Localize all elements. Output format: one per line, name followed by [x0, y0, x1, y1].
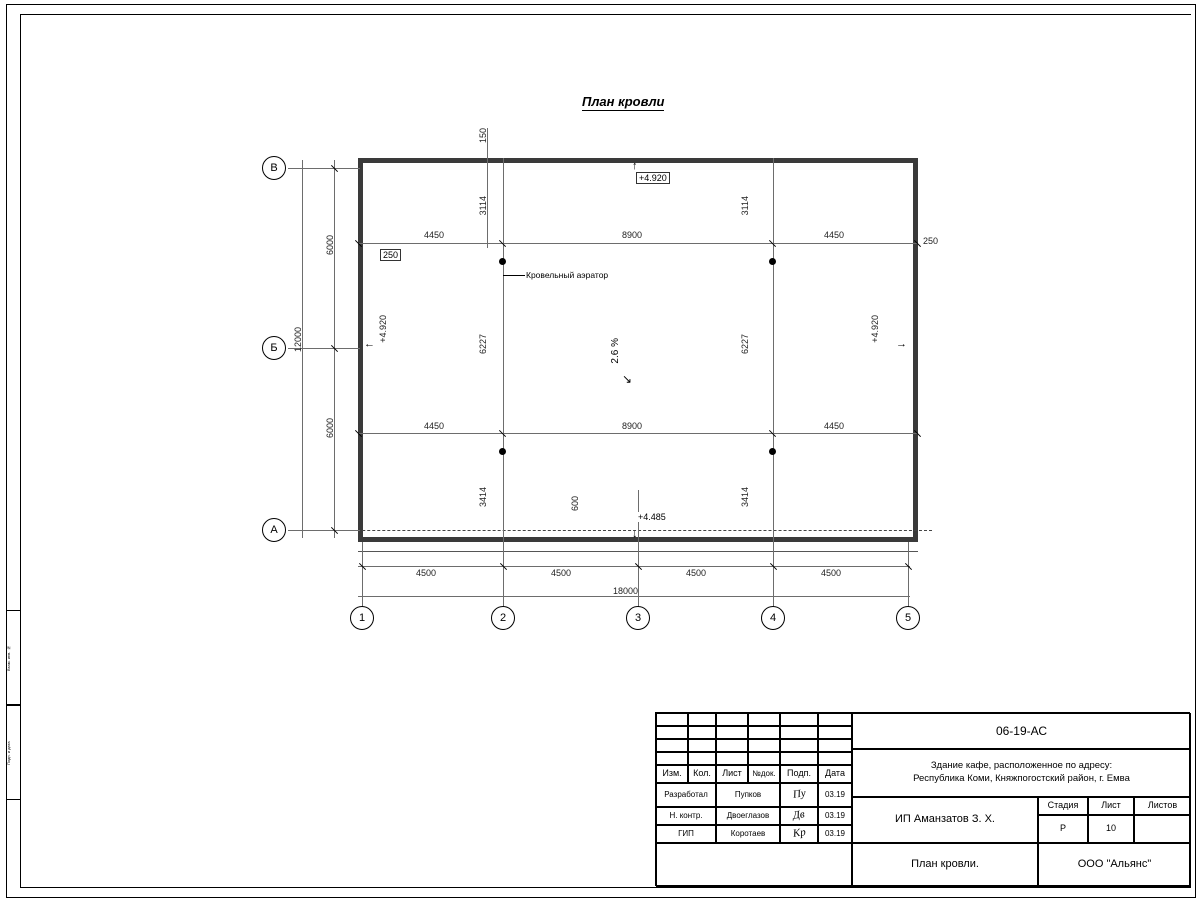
stamp-blank-r1c5 [780, 713, 818, 726]
left-strip-label-upper: Взам. инв. № [6, 645, 11, 671]
elevation-mark-bottom: +4.485 [638, 512, 666, 522]
stamp-blank-r4c5 [780, 752, 818, 765]
stamp-company: ООО "Альянс" [1038, 843, 1191, 887]
dim-bottom-8900: 8900 [622, 421, 643, 431]
stamp-object-description [852, 749, 1191, 797]
dim-3414-right: 3414 [740, 487, 750, 508]
bottom-total-dim-line [358, 596, 910, 597]
aerator-marker-4 [769, 448, 776, 455]
dim-3414-left: 3414 [478, 487, 488, 508]
stamp-document-code: 06-19-АС [852, 713, 1191, 749]
roof-wall-right [913, 158, 918, 542]
dim-bottom-total-18000: 18000 [613, 586, 639, 596]
stamp-blank-r3c4 [748, 739, 780, 752]
stamp-sheet-name: План кровли. [852, 843, 1038, 887]
slope-arrow-icon: ↘ [622, 372, 633, 386]
stamp-blank-r4c2 [688, 752, 716, 765]
dim-bottom-4500-1: 4500 [416, 568, 437, 578]
stamp-blank-r3c2 [688, 739, 716, 752]
dim-150: 150 [478, 128, 488, 144]
axis-bubble-a: А [262, 518, 286, 542]
page-title: План кровли [582, 94, 665, 109]
dim-top-4450-left: 4450 [424, 230, 445, 240]
stamp-blank-r4c6 [818, 752, 852, 765]
axis-bubble-3: 3 [626, 606, 650, 630]
dim-3114-left: 3114 [478, 196, 488, 216]
axis-bubble-1: 1 [350, 606, 374, 630]
axis-bubble-4: 4 [761, 606, 785, 630]
dim-6227-right: 6227 [740, 334, 750, 355]
elevation-arrow-bottom-icon: ↓ [632, 528, 638, 540]
stamp-blank-r4c1 [656, 752, 688, 765]
stamp-blank-r3c5 [780, 739, 818, 752]
elevation-arrow-left-icon: ← [364, 338, 375, 350]
axis-line-4 [773, 542, 774, 610]
stamp-signature-2 [780, 807, 818, 825]
stamp-blank-r2c3 [716, 726, 748, 739]
axis-line-5 [908, 542, 909, 610]
stamp-date-1: 03.19 [818, 783, 852, 807]
axis-line-v [288, 168, 360, 169]
roof-dim-line-150 [487, 128, 488, 248]
axis-a-dashed-line [292, 530, 932, 531]
dim-bottom-4500-3: 4500 [686, 568, 707, 578]
elevation-arrow-top-icon: ↑ [632, 160, 638, 172]
dim-top-250: 250 [923, 236, 939, 246]
aerator-marker-2 [769, 258, 776, 265]
axis-bubble-2: 2 [491, 606, 515, 630]
stamp-blank-r3c6 [818, 739, 852, 752]
elevation-arrow-right-icon: → [896, 338, 907, 350]
elevation-mark-right: +4.920 [870, 315, 880, 343]
roof-grid-line-col4 [773, 158, 774, 542]
roof-outline [358, 158, 918, 542]
dim-600: 600 [570, 496, 580, 512]
dim-top-8900: 8900 [622, 230, 643, 240]
stamp-signature-3 [780, 825, 818, 843]
title-block [655, 712, 1190, 886]
stamp-sheets-value [1134, 815, 1191, 843]
stamp-role-3: ГИП [656, 825, 716, 843]
stamp-signature-1 [780, 783, 818, 807]
aerator-marker-3 [499, 448, 506, 455]
left-strip-label-lower: Подп. и дата [6, 741, 11, 765]
stamp-sheet-header: Лист [1088, 797, 1134, 815]
roof-slope-label: 2.6 % [610, 338, 621, 364]
stamp-header-podp: Подп. [780, 765, 818, 783]
dim-6227-left: 6227 [478, 334, 488, 355]
stamp-blank-r1c2 [688, 713, 716, 726]
stamp-blank-r2c6 [818, 726, 852, 739]
roof-wall-left [358, 158, 363, 542]
stamp-stage-value: Р [1038, 815, 1088, 843]
stamp-date-2: 03.19 [818, 807, 852, 825]
dim-top-4450-right: 4450 [824, 230, 845, 240]
stamp-blank-r1c1 [656, 713, 688, 726]
stamp-stage-header: Стадия [1038, 797, 1088, 815]
stamp-blank-r1c6 [818, 713, 852, 726]
dim-3114-right: 3114 [740, 196, 750, 216]
stamp-blank-r3c1 [656, 739, 688, 752]
dim-bottom-4500-2: 4500 [551, 568, 572, 578]
stamp-header-data: Дата [818, 765, 852, 783]
axis-line-a [288, 530, 360, 531]
axis-line-1 [362, 542, 363, 610]
stamp-name-2: Двоеглазов [716, 807, 780, 825]
stamp-name-1: Пупков [716, 783, 780, 807]
axis-bubble-v: В [262, 156, 286, 180]
stamp-blank-r2c5 [780, 726, 818, 739]
stamp-signature-2-glyph: Дв [792, 808, 806, 822]
axis-bubble-b: Б [262, 336, 286, 360]
stamp-role-2: Н. контр. [656, 807, 716, 825]
stamp-role-1: Разработал [656, 783, 716, 807]
axis-line-3 [638, 550, 639, 610]
stamp-header-ndok: №док. [748, 765, 780, 783]
stamp-bottom-left-blank [656, 843, 852, 887]
stamp-blank-r2c2 [688, 726, 716, 739]
stamp-header-list: Лист [716, 765, 748, 783]
roof-wall-top [358, 158, 918, 163]
stamp-customer: ИП Аманзатов З. Х. [852, 797, 1038, 843]
bottom-dim-chain-line [358, 566, 910, 567]
stamp-blank-r1c3 [716, 713, 748, 726]
dim-left-250: 250 [380, 249, 401, 261]
dim-bottom-4500-4: 4500 [821, 568, 842, 578]
aerator-label: Кровельный аэратор [526, 270, 609, 280]
aerator-leader-line [503, 275, 525, 276]
stamp-blank-r4c4 [748, 752, 780, 765]
dim-bottom-4450-left: 4450 [424, 421, 445, 431]
stamp-name-3: Коротаев [716, 825, 780, 843]
stamp-signature-3-glyph: Кр [791, 826, 807, 841]
stamp-object-line2: Республика Коми, Княжпогостский район, г. Емва [913, 773, 1130, 784]
stamp-signature-1-glyph: Пу [791, 787, 807, 802]
roof-grid-line-col2 [503, 158, 504, 542]
stamp-object-line1: Здание кафе, расположенное по адресу: [930, 760, 1113, 772]
elevation-mark-left: +4.920 [378, 315, 388, 343]
aerator-marker-1 [499, 258, 506, 265]
dim-left-total-12000: 12000 [293, 327, 303, 353]
dim-left-6000-upper: 6000 [325, 235, 335, 256]
stamp-blank-r3c3 [716, 739, 748, 752]
axis-line-2 [503, 542, 504, 610]
stamp-date-3: 03.19 [818, 825, 852, 843]
stamp-header-izm: Изм. [656, 765, 688, 783]
stamp-sheets-header: Листов [1134, 797, 1191, 815]
axis-bubble-5: 5 [896, 606, 920, 630]
dim-bottom-4450-right: 4450 [824, 421, 845, 431]
stamp-blank-r2c4 [748, 726, 780, 739]
stamp-blank-r2c1 [656, 726, 688, 739]
stamp-sheet-value: 10 [1088, 815, 1134, 843]
stamp-blank-r4c3 [716, 752, 748, 765]
stamp-header-kol: Кол. [688, 765, 716, 783]
roof-grid-line-upper [358, 243, 918, 244]
roof-grid-line-lower [358, 433, 918, 434]
dim-left-6000-lower: 6000 [325, 418, 335, 439]
stamp-blank-r1c4 [748, 713, 780, 726]
elevation-mark-top: +4.920 [636, 172, 670, 184]
